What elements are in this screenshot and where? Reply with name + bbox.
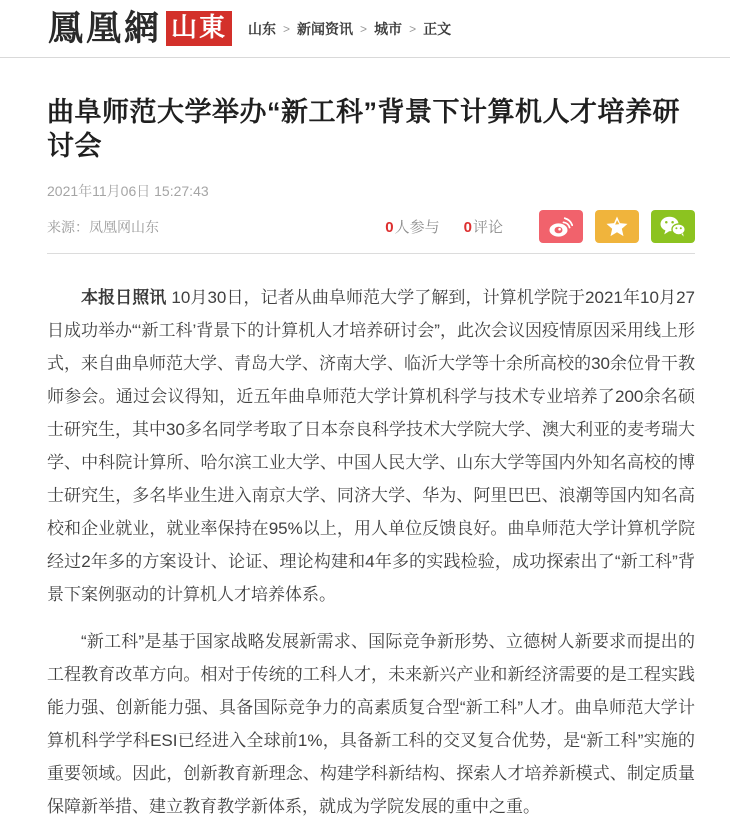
publish-time: 2021年11月06日 15:27:43: [47, 183, 209, 200]
comments-label: 评论: [472, 219, 503, 237]
weibo-icon: [549, 216, 573, 237]
paragraph-lead: 本报日照讯: [81, 288, 167, 308]
participants-counter[interactable]: [385, 216, 439, 237]
wechat-share-button[interactable]: [651, 210, 695, 243]
participants-label: 人参与: [394, 219, 440, 237]
site-header: [0, 0, 730, 58]
breadcrumb-item-city[interactable]: 城市: [374, 20, 403, 37]
article-container: [0, 95, 730, 823]
comments-counter[interactable]: [464, 216, 503, 237]
article-paragraph-2: [47, 625, 695, 823]
site-logo[interactable]: [48, 11, 232, 46]
source-label: 来源：: [47, 218, 89, 235]
meta-actions: [385, 210, 695, 243]
paragraph-text: “新工科”是基于国家战略发展新需求、国际竞争新形势、立德树人新要求而提出的工程教育改革方向。相对于传统的工科人才，未来新兴产业和新经济需要的是工程实践能力强、创新能力强、具备国际竞争力的高素质复合型“新工科”人才。曲阜师范大学计算机科学学科ESI已经进入全球前1%，具备新工科的交叉复合优势，是“新工科”实施的重要领域。因此，创新教育新理念、构建学科新结构、探索人才培养新模式、制定质量保障新举措、建立教育教学新体系，就成为学院发展的重中之重。: [47, 632, 695, 817]
breadcrumb-separator-icon: >: [360, 21, 368, 36]
source-name: 凤凰网山东: [89, 218, 159, 235]
logo-wordmark: 鳳凰網: [48, 9, 163, 48]
article-body: [47, 254, 695, 823]
weibo-share-button[interactable]: [539, 210, 583, 243]
logo-region-badge: 山東: [166, 11, 232, 46]
breadcrumb: [248, 19, 451, 39]
article-meta-row: [47, 210, 695, 243]
comments-count: 0: [463, 219, 472, 237]
article-source: [47, 217, 159, 237]
article-paragraph-1: [47, 281, 695, 611]
breadcrumb-item-current: 正文: [423, 20, 452, 37]
star-icon: [606, 216, 628, 237]
article-title: 曲阜师范大学举办“新工科”背景下计算机人才培养研讨会: [47, 97, 680, 161]
breadcrumb-item-news[interactable]: 新闻资讯: [297, 20, 354, 37]
wechat-icon: [660, 216, 686, 237]
breadcrumb-separator-icon: >: [283, 21, 291, 36]
breadcrumb-item-shandong[interactable]: 山东: [248, 20, 277, 37]
participants-count: 0: [385, 219, 394, 237]
favorite-button[interactable]: [595, 210, 639, 243]
breadcrumb-separator-icon: >: [409, 21, 417, 36]
paragraph-text: 10月30日，记者从曲阜师范大学了解到，计算机学院于2021年10月27日成功举办“‘新工科’背景下的计算机人才培养研讨会”，此次会议因疫情原因采用线上形式，来自曲阜师范大学、青岛大学、济南大学、临沂大学等十余所高校的30余位骨干教师参会。通过会议得知，近五年曲阜师范大学计算机科学与技术专业培养了200余名硕士研究生，其中30多名同学考取了日本奈良科学技术大学院大学、澳大利亚的麦考瑞大学、中科院计算所、哈尔滨工业大学、中国人民大学、山东大学等国内外知名高校的博士研究生，多名毕业生进入南京大学、同济大学、华为、阿里巴巴、浪潮等国内知名高校和企业就业，就业率保持在95%以上，用人单位反馈良好。曲阜师范大学计算机学院经过2年多的方案设计、论证、理论构建和4年多的实践检验，成功探索出了“新工科”背景下案例驱动的计算机人才培养体系。: [47, 288, 695, 605]
